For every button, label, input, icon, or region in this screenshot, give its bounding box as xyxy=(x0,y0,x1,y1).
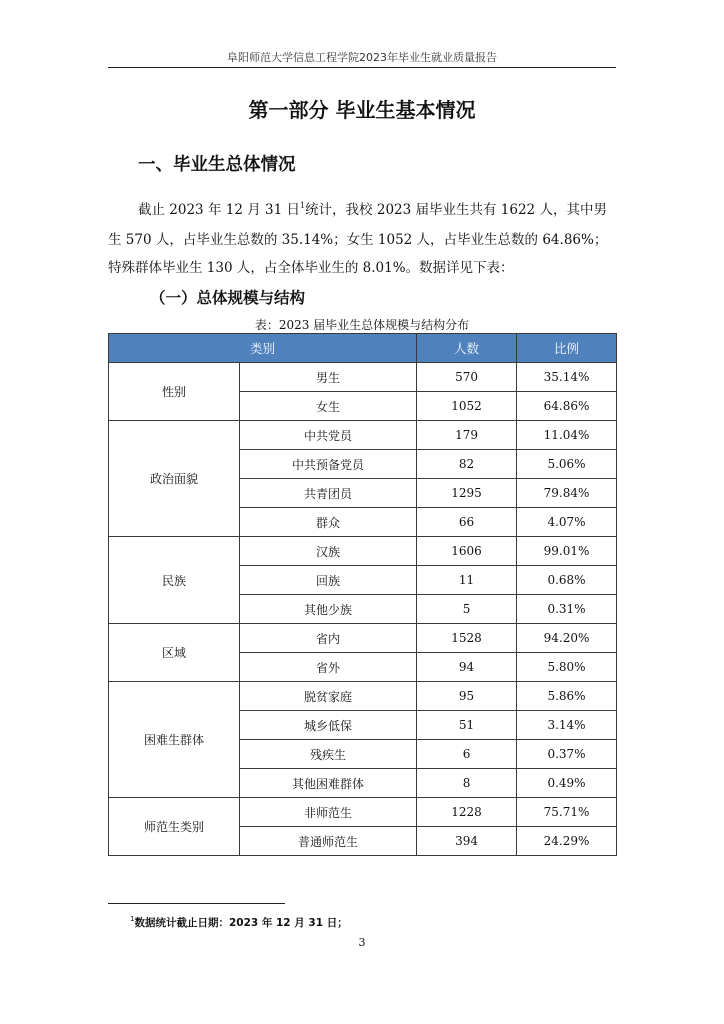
table-caption: 表：2023 届毕业生总体规模与结构分布 xyxy=(254,318,470,332)
category-group-cell: 区域 xyxy=(109,624,240,682)
ratio-cell: 64.86% xyxy=(517,392,617,421)
category-group-cell: 性别 xyxy=(109,363,240,421)
header-count: 人数 xyxy=(417,334,517,363)
count-cell: 82 xyxy=(417,450,517,479)
ratio-cell: 5.80% xyxy=(517,653,617,682)
footnote-text: 数据统计截止日期：2023 年 12 月 31 日； xyxy=(134,917,348,929)
table-row xyxy=(109,537,617,566)
count-cell: 1228 xyxy=(417,798,517,827)
category-group-cell: 民族 xyxy=(109,537,240,624)
item-cell: 其他少族 xyxy=(240,595,417,624)
item-cell: 省内 xyxy=(240,624,417,653)
count-cell: 8 xyxy=(417,769,517,798)
header-category: 类别 xyxy=(109,334,417,363)
paragraph-line-2: 生 570 人，占毕业生总数的 35.14%；女生 1052 人，占毕业生总数的 64.86%； xyxy=(108,232,608,248)
count-cell: 1052 xyxy=(417,392,517,421)
ratio-cell: 79.84% xyxy=(517,479,617,508)
ratio-cell: 5.86% xyxy=(517,682,617,711)
count-cell: 1295 xyxy=(417,479,517,508)
ratio-cell: 99.01% xyxy=(517,537,617,566)
count-cell: 95 xyxy=(417,682,517,711)
count-cell: 1606 xyxy=(417,537,517,566)
count-cell: 179 xyxy=(417,421,517,450)
count-cell: 66 xyxy=(417,508,517,537)
ratio-cell: 5.06% xyxy=(517,450,617,479)
paragraph-text: 统计，我校 2023 届毕业生共有 1622 人，其中男 xyxy=(305,202,607,218)
table-row xyxy=(109,421,617,450)
item-cell: 残疾生 xyxy=(240,740,417,769)
ratio-cell: 4.07% xyxy=(517,508,617,537)
item-cell: 普通师范生 xyxy=(240,827,417,856)
running-header: 阜阳师范大学信息工程学院2023年毕业生就业质量报告 xyxy=(227,51,497,64)
part-title: 第一部分 毕业生基本情况 xyxy=(248,98,476,122)
count-cell: 11 xyxy=(417,566,517,595)
item-cell: 汉族 xyxy=(240,537,417,566)
item-cell: 非师范生 xyxy=(240,798,417,827)
footnote-ref: 1 xyxy=(299,201,306,210)
table-header-row xyxy=(109,334,617,363)
header-divider xyxy=(108,67,616,68)
ratio-cell: 35.14% xyxy=(517,363,617,392)
footnote-mark: 1 xyxy=(130,915,135,923)
statistics-table xyxy=(108,333,617,856)
footnote-divider xyxy=(108,903,285,904)
item-cell: 城乡低保 xyxy=(240,711,417,740)
count-cell: 5 xyxy=(417,595,517,624)
table-row xyxy=(109,624,617,653)
header-ratio: 比例 xyxy=(517,334,617,363)
ratio-cell: 0.31% xyxy=(517,595,617,624)
paragraph-line-3: 特殊群体毕业生 130 人，占全体毕业生的 8.01%。数据详见下表： xyxy=(108,260,514,276)
ratio-cell: 0.49% xyxy=(517,769,617,798)
count-cell: 51 xyxy=(417,711,517,740)
ratio-cell: 11.04% xyxy=(517,421,617,450)
count-cell: 570 xyxy=(417,363,517,392)
item-cell: 群众 xyxy=(240,508,417,537)
count-cell: 394 xyxy=(417,827,517,856)
item-cell: 中共党员 xyxy=(240,421,417,450)
count-cell: 6 xyxy=(417,740,517,769)
page-number: 3 xyxy=(358,936,366,949)
paragraph-text: 截止 2023 年 12 月 31 日 xyxy=(138,202,300,218)
item-cell: 共青团员 xyxy=(240,479,417,508)
item-cell: 其他困难群体 xyxy=(240,769,417,798)
item-cell: 回族 xyxy=(240,566,417,595)
ratio-cell: 24.29% xyxy=(517,827,617,856)
ratio-cell: 0.68% xyxy=(517,566,617,595)
item-cell: 女生 xyxy=(240,392,417,421)
section-heading: 一、毕业生总体情况 xyxy=(138,155,296,175)
subsection-heading: （一）总体规模与结构 xyxy=(150,289,306,307)
table-body xyxy=(109,363,617,856)
item-cell: 男生 xyxy=(240,363,417,392)
paragraph-line-1 xyxy=(138,198,646,218)
count-cell: 1528 xyxy=(417,624,517,653)
ratio-cell: 75.71% xyxy=(517,798,617,827)
footnote xyxy=(130,915,348,930)
item-cell: 中共预备党员 xyxy=(240,450,417,479)
item-cell: 省外 xyxy=(240,653,417,682)
category-group-cell: 困难生群体 xyxy=(109,682,240,798)
item-cell: 脱贫家庭 xyxy=(240,682,417,711)
table-row xyxy=(109,798,617,827)
category-group-cell: 师范生类别 xyxy=(109,798,240,856)
ratio-cell: 3.14% xyxy=(517,711,617,740)
table-row xyxy=(109,682,617,711)
ratio-cell: 94.20% xyxy=(517,624,617,653)
ratio-cell: 0.37% xyxy=(517,740,617,769)
table-row xyxy=(109,363,617,392)
count-cell: 94 xyxy=(417,653,517,682)
category-group-cell: 政治面貌 xyxy=(109,421,240,537)
